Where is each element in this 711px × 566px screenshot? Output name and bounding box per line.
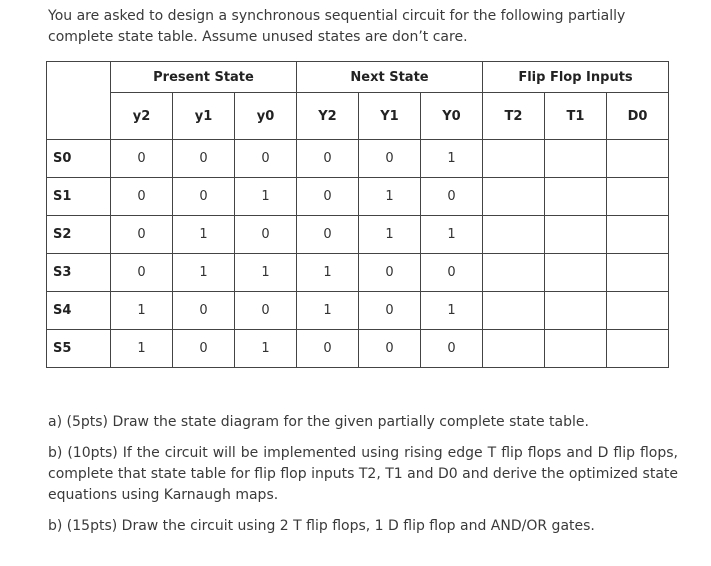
state-label: S2 [47, 216, 111, 254]
state-table [46, 61, 669, 368]
column-header: Y1 [359, 93, 421, 140]
question-b: b) (10pts) If the circuit will be implemented using rising edge T flip flops and D flip flops, complete that state table for flip flop inputs T2, T1 and D0 and derive the optimized state equations using Karnaugh maps. [48, 445, 678, 503]
group-header-row [47, 62, 669, 93]
table-cell: 0 [111, 140, 173, 178]
table-cell: 1 [421, 292, 483, 330]
state-label: S0 [47, 140, 111, 178]
table-cell [545, 330, 607, 368]
table-cell [607, 254, 669, 292]
state-label: S5 [47, 330, 111, 368]
question-a: a) (5pts) Draw the state diagram for the given partially complete state table. [48, 414, 589, 430]
present-state-header: Present State [111, 62, 297, 93]
questions-section [48, 412, 678, 547]
table-cell [483, 140, 545, 178]
column-header: D0 [607, 93, 669, 140]
table-cell: 0 [235, 216, 297, 254]
table-cell: 0 [297, 216, 359, 254]
table-cell [545, 254, 607, 292]
flip-flop-inputs-header: Flip Flop Inputs [483, 62, 669, 93]
column-header-row [47, 93, 669, 140]
table-row [47, 216, 669, 254]
table-cell [545, 216, 607, 254]
table-cell: 0 [421, 254, 483, 292]
column-header: T1 [545, 93, 607, 140]
state-label: S1 [47, 178, 111, 216]
table-cell: 0 [297, 178, 359, 216]
table-cell: 0 [173, 178, 235, 216]
table-cell: 0 [297, 140, 359, 178]
table-cell: 0 [421, 330, 483, 368]
table-cell: 0 [173, 330, 235, 368]
table-cell [545, 140, 607, 178]
state-label: S4 [47, 292, 111, 330]
table-cell: 1 [297, 254, 359, 292]
table-row [47, 140, 669, 178]
intro-text: You are asked to design a synchronous sequential circuit for the following partially complete state table. Assume unused states are don’t care. [48, 8, 626, 45]
table-cell: 1 [359, 178, 421, 216]
column-header: Y2 [297, 93, 359, 140]
next-state-header: Next State [297, 62, 483, 93]
table-cell [483, 330, 545, 368]
column-header: y2 [111, 93, 173, 140]
table-cell: 1 [111, 330, 173, 368]
table-cell: 0 [111, 178, 173, 216]
table-cell: 0 [297, 330, 359, 368]
table-cell [545, 178, 607, 216]
table-cell: 1 [297, 292, 359, 330]
table-cell [483, 216, 545, 254]
table-row [47, 178, 669, 216]
table-cell [483, 292, 545, 330]
table-cell [607, 178, 669, 216]
table-cell [483, 254, 545, 292]
table-cell: 0 [359, 254, 421, 292]
table-cell: 1 [235, 330, 297, 368]
table-cell: 1 [359, 216, 421, 254]
table-cell [607, 292, 669, 330]
table-cell: 1 [421, 140, 483, 178]
column-header: y1 [173, 93, 235, 140]
table-cell: 1 [173, 254, 235, 292]
table-cell: 0 [359, 330, 421, 368]
table-cell: 1 [173, 216, 235, 254]
table-cell: 0 [111, 254, 173, 292]
column-header: T2 [483, 93, 545, 140]
table-row [47, 292, 669, 330]
table-cell: 1 [421, 216, 483, 254]
table-row [47, 254, 669, 292]
table-cell: 0 [421, 178, 483, 216]
table-cell: 0 [173, 292, 235, 330]
column-header: y0 [235, 93, 297, 140]
table-cell: 0 [235, 140, 297, 178]
table-cell: 0 [359, 292, 421, 330]
table-row [47, 330, 669, 368]
question-c: b) (15pts) Draw the circuit using 2 T flip flops, 1 D flip flop and AND/OR gates. [48, 518, 595, 534]
table-cell: 1 [235, 178, 297, 216]
table-cell: 0 [173, 140, 235, 178]
table-cell: 0 [235, 292, 297, 330]
table-cell [607, 330, 669, 368]
state-header-cell [47, 62, 111, 140]
table-cell [483, 178, 545, 216]
table-cell [545, 292, 607, 330]
table-cell [607, 216, 669, 254]
table-cell [607, 140, 669, 178]
table-cell: 0 [359, 140, 421, 178]
state-label: S3 [47, 254, 111, 292]
table-cell: 0 [111, 216, 173, 254]
table-cell: 1 [111, 292, 173, 330]
table-cell: 1 [235, 254, 297, 292]
column-header: Y0 [421, 93, 483, 140]
